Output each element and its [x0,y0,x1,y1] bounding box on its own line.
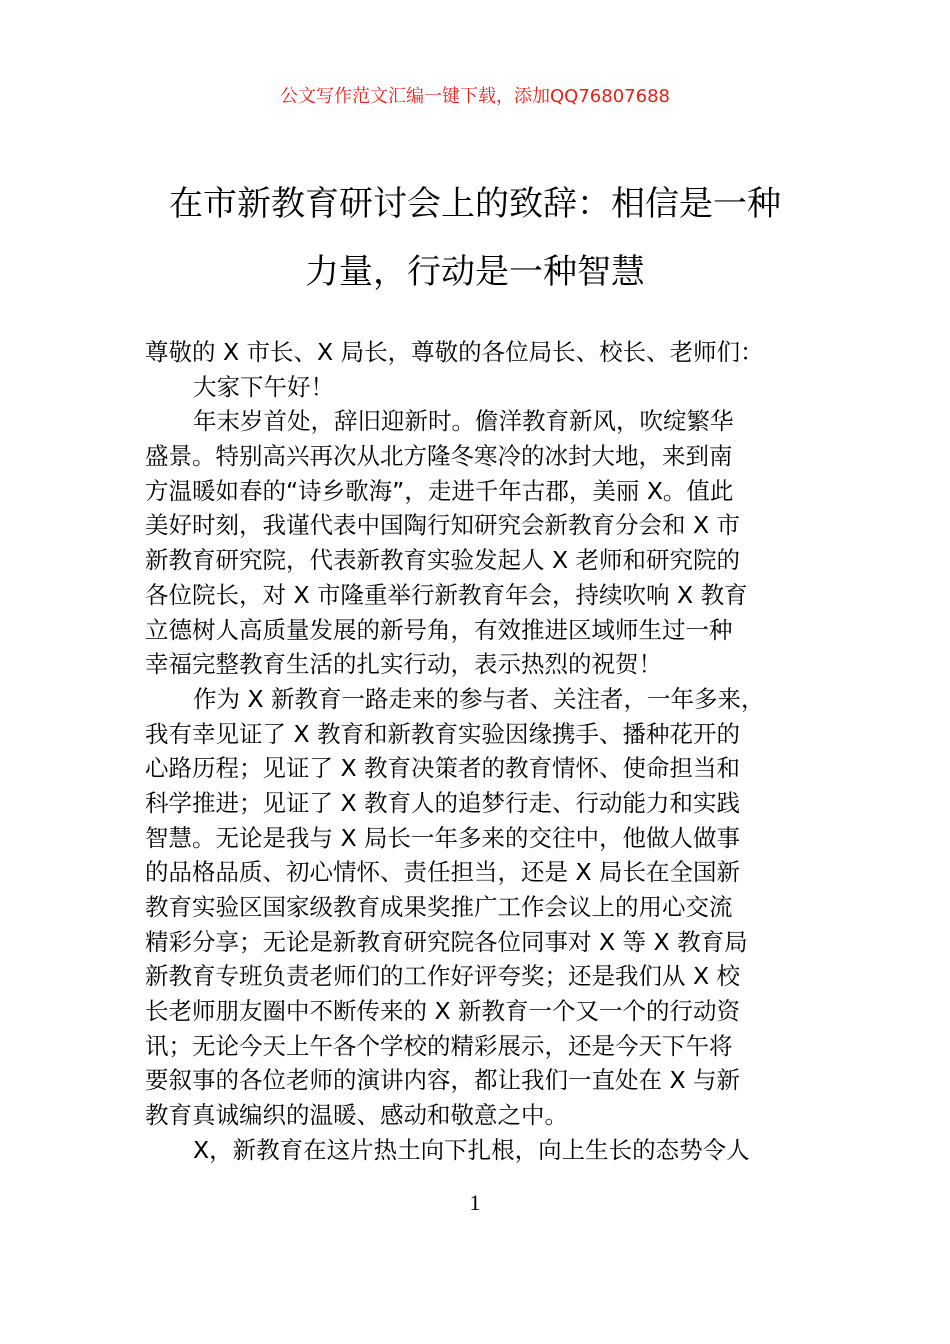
body-line: 幸福完整教育生活的扎实行动，表示热烈的祝贺！ [145,650,662,679]
title-line: 力量，行动是一种智慧 [305,252,645,292]
page-number: 1 [469,1190,481,1215]
body-line: 长老师朋友圈中不断传来的 X 新教育一个又一个的行动资 [145,997,741,1026]
body-line: 各位院长，对 X 市隆重举行新教育年会，持续吹响 X 教育 [145,580,748,609]
body-line: 讯；无论今天上午各个学校的精彩展示，还是今天下午将 [145,1031,733,1060]
body-line: X，新教育在这片热土向下扎根，向上生长的态势令人 [193,1135,750,1164]
body-line: 立德树人高质量发展的新号角，有效推进区域师生过一种 [145,615,733,644]
body-line: 智慧。无论是我与 X 局长一年多来的交往中，他做人做事 [145,823,741,852]
body-line: 精彩分享；无论是新教育研究院各位同事对 X 等 X 教育局 [145,927,748,956]
body-line: 心路历程；见证了 X 教育决策者的教育情怀、使命担当和 [145,754,741,783]
body-line: 的品格品质、初心情怀、责任担当，还是 X 局长在全国新 [145,858,741,887]
body-line: 方温暖如春的“诗乡歌海”，走进千年古郡，美丽 X。值此 [145,476,734,505]
body-line: 年末岁首处，辞旧迎新时。儋洋教育新风，吹绽繁华 [193,407,734,436]
title-line: 在市新教育研讨会上的致辞：相信是一种 [169,184,781,224]
document-body [145,335,845,1168]
body-line: 教育实验区国家级教育成果奖推广工作会议上的用心交流 [145,893,733,921]
document-title [0,170,950,306]
body-line: 作为 X 新教育一路走来的参与者、关注者，一年多来， [193,684,765,713]
body-line: 要叙事的各位老师的演讲内容，都让我们一直处在 X 与新 [145,1066,741,1095]
body-line: 教育真诚编织的温暖、感动和敬意之中。 [145,1101,568,1130]
body-line: 我有幸见证了 X 教育和新教育实验因缘携手、播种花开的 [145,719,741,748]
body-line: 科学推进；见证了 X 教育人的追梦行走、行动能力和实践 [145,788,741,817]
body-line: 新教育专班负责老师们的工作好评夸奖；还是我们从 X 校 [145,962,741,991]
body-line: 新教育研究院，代表新教育实验发起人 X 老师和研究院的 [145,546,741,575]
body-line: 大家下午好！ [193,372,334,401]
download-banner: 公文写作范文汇编一键下载，添加QQ76807688 [280,86,670,107]
body-line: 盛景。特别高兴再次从北方隆冬寒冷的冰封大地，来到南 [145,442,733,471]
body-line: 尊敬的 X 市长、X 局长，尊敬的各位局长、校长、老师们： [145,338,764,366]
body-line: 美好时刻，我谨代表中国陶行知研究会新教育分会和 X 市 [145,511,741,540]
